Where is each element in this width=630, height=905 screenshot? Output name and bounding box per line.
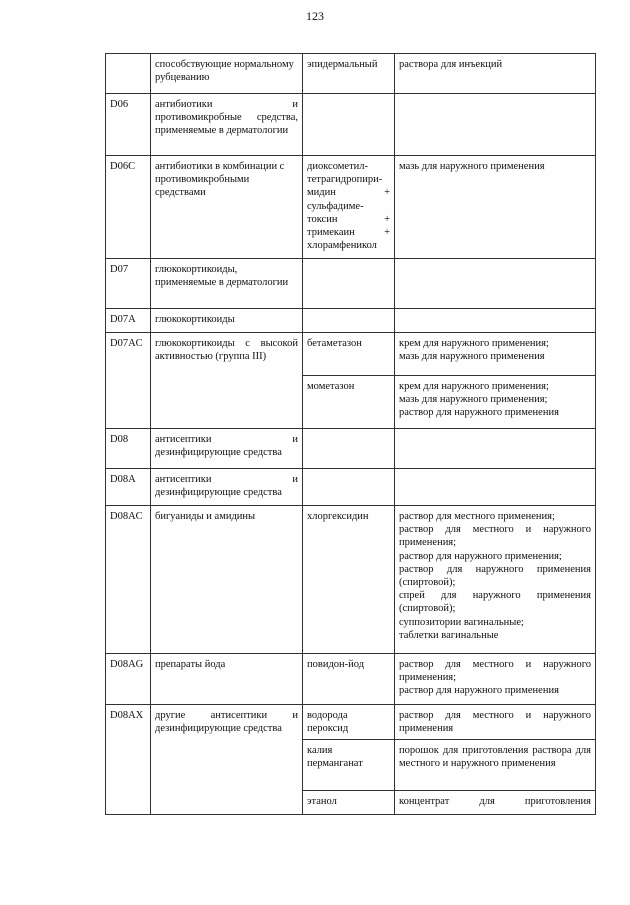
dosage-form: мазь для наружного применения (395, 156, 596, 259)
dosage-form: порошок для приготовления раствора для местного и наружного применения (395, 740, 596, 791)
table-row (106, 506, 596, 654)
group-name: препараты йода (151, 654, 303, 705)
inn-name (303, 94, 395, 156)
group-name: другие антисептики и дезинфицирующие средства (151, 705, 303, 815)
inn-name (303, 429, 395, 469)
atc-code: D08AC (106, 506, 151, 654)
inn-name: этанол (303, 791, 395, 815)
atc-code: D08 (106, 429, 151, 469)
atc-code: D06C (106, 156, 151, 259)
atc-code: D07A (106, 309, 151, 333)
atc-code: D06 (106, 94, 151, 156)
inn-name: бетаметазон (303, 333, 395, 376)
atc-code (106, 54, 151, 94)
group-name: способствующие нормальному рубцеванию (151, 54, 303, 94)
dosage-form: концентрат для приготовления (395, 791, 596, 815)
group-name: антибиотики и противомикробные средства, применяемые в дерматологии (151, 94, 303, 156)
inn-line: тримекаин + (307, 227, 390, 239)
table-row (106, 156, 596, 259)
inn-line: хлорамфеникол (307, 240, 377, 252)
inn-line: мидин + (307, 187, 390, 199)
group-name: антибиотики в комбинации с противомикробными средствами (151, 156, 303, 259)
inn-name (303, 309, 395, 333)
group-name: глюкокортикоиды с высокой активностью (группа III) (151, 333, 303, 429)
table-row (106, 54, 596, 94)
group-name: бигуаниды и амидины (151, 506, 303, 654)
atc-code: D07 (106, 259, 151, 309)
dosage-form: раствор для местного и наружного применения; раствор для наружного применения (395, 654, 596, 705)
table-row (106, 705, 596, 740)
inn-name: мометазон (303, 376, 395, 429)
inn-name: повидон-йод (303, 654, 395, 705)
dosage-form: крем для наружного применения; мазь для наружного применения (395, 333, 596, 376)
drug-table (105, 53, 596, 815)
table-row (106, 94, 596, 156)
atc-code: D07AC (106, 333, 151, 429)
table-row (106, 654, 596, 705)
dosage-form (395, 309, 596, 333)
table-row (106, 469, 596, 506)
group-name: антисептики и дезинфицирующие средства (151, 429, 303, 469)
dosage-form: раствор для местного применения; раствор для местного и наружного применения; раствор для наружного применения; раствор для наружного применения (спиртовой); спрей для наружного применения (спиртовой); суппозитории вагинальные; таблетки вагинальные (395, 506, 596, 654)
group-name: глюкокортикоиды (151, 309, 303, 333)
atc-code: D08AX (106, 705, 151, 815)
inn-name: хлоргексидин (303, 506, 395, 654)
atc-code: D08AG (106, 654, 151, 705)
inn-name (303, 469, 395, 506)
atc-code: D08A (106, 469, 151, 506)
dosage-form (395, 259, 596, 309)
inn-line: диоксометил- (307, 161, 369, 172)
page-number: 123 (306, 9, 324, 23)
inn-line: тетрагидропири- (307, 174, 383, 186)
dosage-form: раствор для местного и наружного применения (395, 705, 596, 740)
inn-name: калия перманганат (303, 740, 395, 791)
dosage-form (395, 469, 596, 506)
dosage-form: раствора для инъекций (395, 54, 596, 94)
inn-line: токсин + (307, 213, 390, 225)
group-name: глюкокортикоиды, применяемые в дерматологии (151, 259, 303, 309)
dosage-form: крем для наружного применения; мазь для наружного применения; раствор для наружного применения (395, 376, 596, 429)
dosage-form (395, 429, 596, 469)
table-row (106, 333, 596, 376)
inn-name (303, 156, 395, 259)
inn-name: эпидермальный (303, 54, 395, 94)
inn-name (303, 259, 395, 309)
table-row (106, 309, 596, 333)
table-row (106, 429, 596, 469)
group-name: антисептики и дезинфицирующие средства (151, 469, 303, 506)
inn-line: сульфадиме- (307, 200, 364, 212)
inn-name: водорода пероксид (303, 705, 395, 740)
table-row (106, 259, 596, 309)
dosage-form (395, 94, 596, 156)
